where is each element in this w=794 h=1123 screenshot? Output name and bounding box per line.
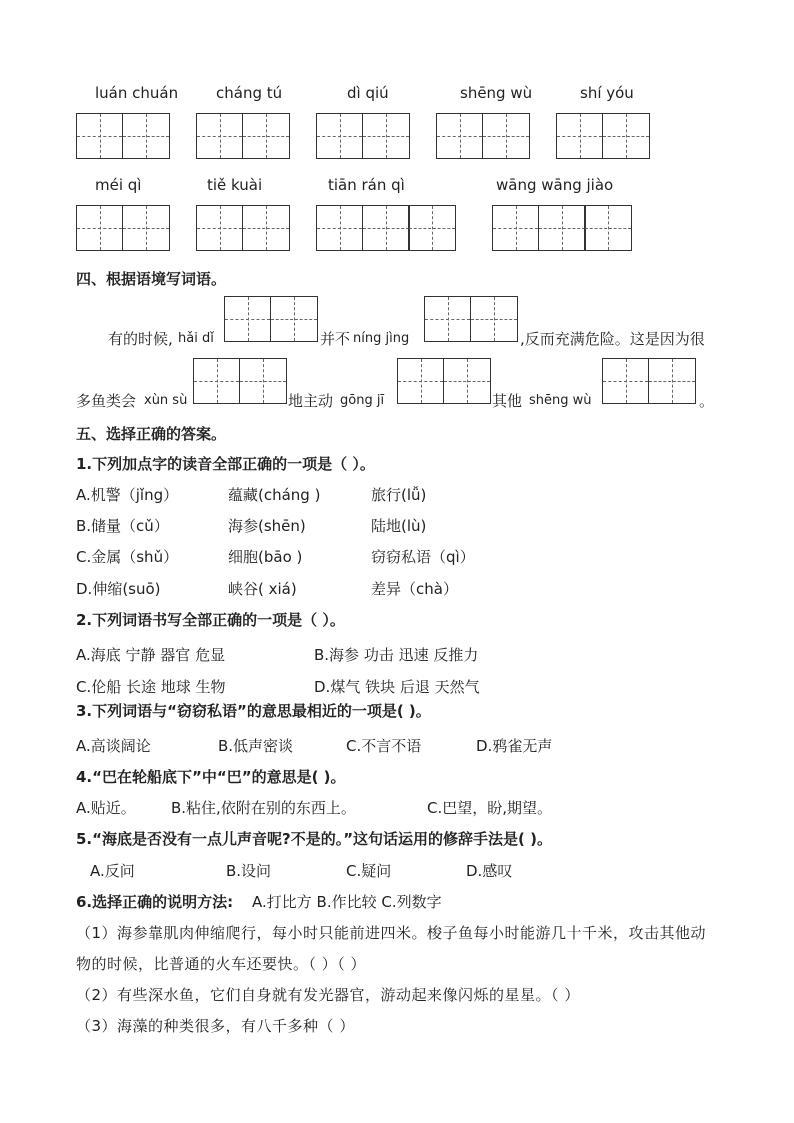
grid-cell: [539, 206, 585, 250]
q2-option[interactable]: B.海参 功击 迅速 反推力: [314, 646, 479, 664]
s4-pinyin: níng jìng: [353, 331, 410, 346]
grid-cell: [398, 359, 444, 403]
writing-grid[interactable]: [76, 113, 170, 159]
q4-title: 4.“巴在轮船底下”中“巴”的意思是( )。: [76, 768, 346, 786]
pinyin-4: shēng wù: [460, 84, 533, 102]
pinyin-8: tiān rán qì: [328, 176, 405, 194]
q4-option[interactable]: B.粘住,依附在别的东西上。: [171, 799, 356, 817]
grid-cell: [557, 114, 603, 158]
q1-option: 窃窃私语（qì）: [371, 548, 475, 566]
q1-option[interactable]: C.金属（shǔ）: [76, 548, 179, 566]
s4-pinyin: xùn sù: [144, 393, 188, 408]
grid-cell: [483, 114, 529, 158]
grid-cell: [603, 359, 649, 403]
q1-option: 旅行(lǚ): [371, 486, 427, 504]
s4-text: 并不: [320, 330, 351, 348]
q3-option[interactable]: C.不言不语: [346, 737, 422, 755]
pinyin-9: wāng wāng jiào: [496, 176, 614, 194]
q1-option: 海参(shēn): [228, 517, 306, 535]
section-4-heading: 四、根据语境写词语。: [76, 270, 227, 288]
pinyin-6: méi qì: [95, 176, 142, 194]
q3-option[interactable]: A.高谈阔论: [76, 737, 151, 755]
writing-grid[interactable]: [76, 205, 170, 251]
writing-grid[interactable]: [424, 296, 518, 342]
writing-grid[interactable]: [602, 358, 696, 404]
pinyin-7: tiě kuài: [207, 176, 263, 194]
grid-cell: [363, 206, 409, 250]
writing-grid[interactable]: [316, 205, 410, 251]
writing-grid[interactable]: [584, 205, 632, 251]
grid-cell: [123, 114, 169, 158]
q3-option[interactable]: B.低声密谈: [218, 737, 294, 755]
q2-option[interactable]: C.伦船 长途 地球 生物: [76, 678, 226, 696]
q3-title: 3.下列词语与“窃窃私语”的意思最相近的一项是( )。: [76, 702, 431, 720]
writing-grid[interactable]: [193, 358, 287, 404]
q1-option[interactable]: D.伸缩(suō): [76, 580, 161, 598]
grid-cell: [271, 297, 317, 341]
writing-grid[interactable]: [556, 113, 650, 159]
grid-cell: [425, 297, 471, 341]
grid-cell: [409, 206, 455, 250]
writing-grid[interactable]: [196, 205, 290, 251]
grid-cell: [493, 206, 539, 250]
q6-item: 物的时候，比普通的火车还要快。（ ）（ ）: [76, 955, 367, 973]
q6-title: 6.选择正确的说明方法:: [76, 893, 234, 911]
q1-option: 细胞(bāo ): [228, 548, 303, 566]
grid-cell: [197, 114, 243, 158]
pinyin-1: luán chuán: [95, 84, 179, 102]
q4-option[interactable]: C.巴望，盼,期望。: [427, 799, 553, 817]
grid-cell: [194, 359, 240, 403]
q5-title: 5.“海底是否没有一点儿声音呢?不是的。”这句话运用的修辞手法是( )。: [76, 830, 552, 848]
q5-option[interactable]: C.疑问: [346, 862, 392, 880]
pinyin-5: shí yóu: [580, 84, 634, 102]
grid-cell: [225, 297, 271, 341]
writing-grid[interactable]: [316, 113, 410, 159]
s4-text: 多鱼类会: [76, 392, 137, 410]
grid-cell: [243, 206, 289, 250]
grid-cell: [444, 359, 490, 403]
q1-option[interactable]: A.机警（jǐng）: [76, 486, 179, 504]
q2-option[interactable]: D.煤气 铁块 后退 天然气: [314, 678, 480, 696]
q4-option[interactable]: A.贴近。: [76, 799, 136, 817]
q6-item: （2）有些深水鱼，它们自身就有发光器官，游动起来像闪烁的星星。（ ）: [76, 986, 580, 1004]
writing-grid[interactable]: [196, 113, 290, 159]
writing-grid[interactable]: [224, 296, 318, 342]
s4-text: 地主动: [288, 392, 334, 410]
writing-grid[interactable]: [492, 205, 586, 251]
grid-cell: [77, 114, 123, 158]
q6-methods: A.打比方 B.作比较 C.列数字: [252, 893, 442, 911]
q5-option[interactable]: B.设问: [226, 862, 272, 880]
q1-option: 陆地(lù): [371, 517, 427, 535]
grid-cell: [603, 114, 649, 158]
grid-cell: [649, 359, 695, 403]
q3-option[interactable]: D.鸦雀无声: [476, 737, 553, 755]
grid-cell: [243, 114, 289, 158]
s4-text: 其他: [492, 392, 523, 410]
section-5-heading: 五、选择正确的答案。: [76, 425, 227, 443]
q1-option: 差异（chà）: [371, 580, 458, 598]
s4-pinyin: shēng wù: [529, 393, 592, 408]
pinyin-2: cháng tú: [216, 84, 283, 102]
writing-grid[interactable]: [436, 113, 530, 159]
grid-cell: [363, 114, 409, 158]
grid-cell: [197, 206, 243, 250]
q1-title: 1.下列加点字的读音全部正确的一项是（ ）。: [76, 455, 375, 473]
q5-option[interactable]: D.感叹: [466, 862, 513, 880]
q2-title: 2.下列词语书写全部正确的一项是（ ）。: [76, 611, 345, 629]
grid-cell: [123, 206, 169, 250]
s4-text: 有的时候,: [108, 330, 173, 348]
grid-cell: [471, 297, 517, 341]
q6-item: （1）海参靠肌肉伸缩爬行，每小时只能前进四米。梭子鱼每小时能游几十千米，攻击其他动: [76, 924, 707, 942]
grid-cell: [317, 206, 363, 250]
pinyin-3: dì qiú: [347, 84, 389, 102]
s4-text: ,反而充满危险。这是因为很: [520, 330, 705, 348]
q2-option[interactable]: A.海底 宁静 器官 危显: [76, 646, 226, 664]
q1-option[interactable]: B.储量（cǔ）: [76, 517, 169, 535]
writing-grid[interactable]: [408, 205, 456, 251]
writing-grid[interactable]: [397, 358, 491, 404]
grid-cell: [240, 359, 286, 403]
grid-cell: [77, 206, 123, 250]
s4-text: 。: [699, 392, 715, 410]
grid-cell: [585, 206, 631, 250]
grid-cell: [437, 114, 483, 158]
s4-pinyin: gōng jī: [340, 393, 385, 408]
grid-cell: [317, 114, 363, 158]
q5-option[interactable]: A.反问: [90, 862, 135, 880]
q6-item: （3）海藻的种类很多，有八千多种（ ）: [76, 1017, 355, 1035]
q1-option: 蕴藏(cháng ): [228, 486, 321, 504]
s4-pinyin: hǎi dǐ: [178, 331, 214, 346]
q1-option: 峡谷( xiá): [228, 580, 297, 598]
